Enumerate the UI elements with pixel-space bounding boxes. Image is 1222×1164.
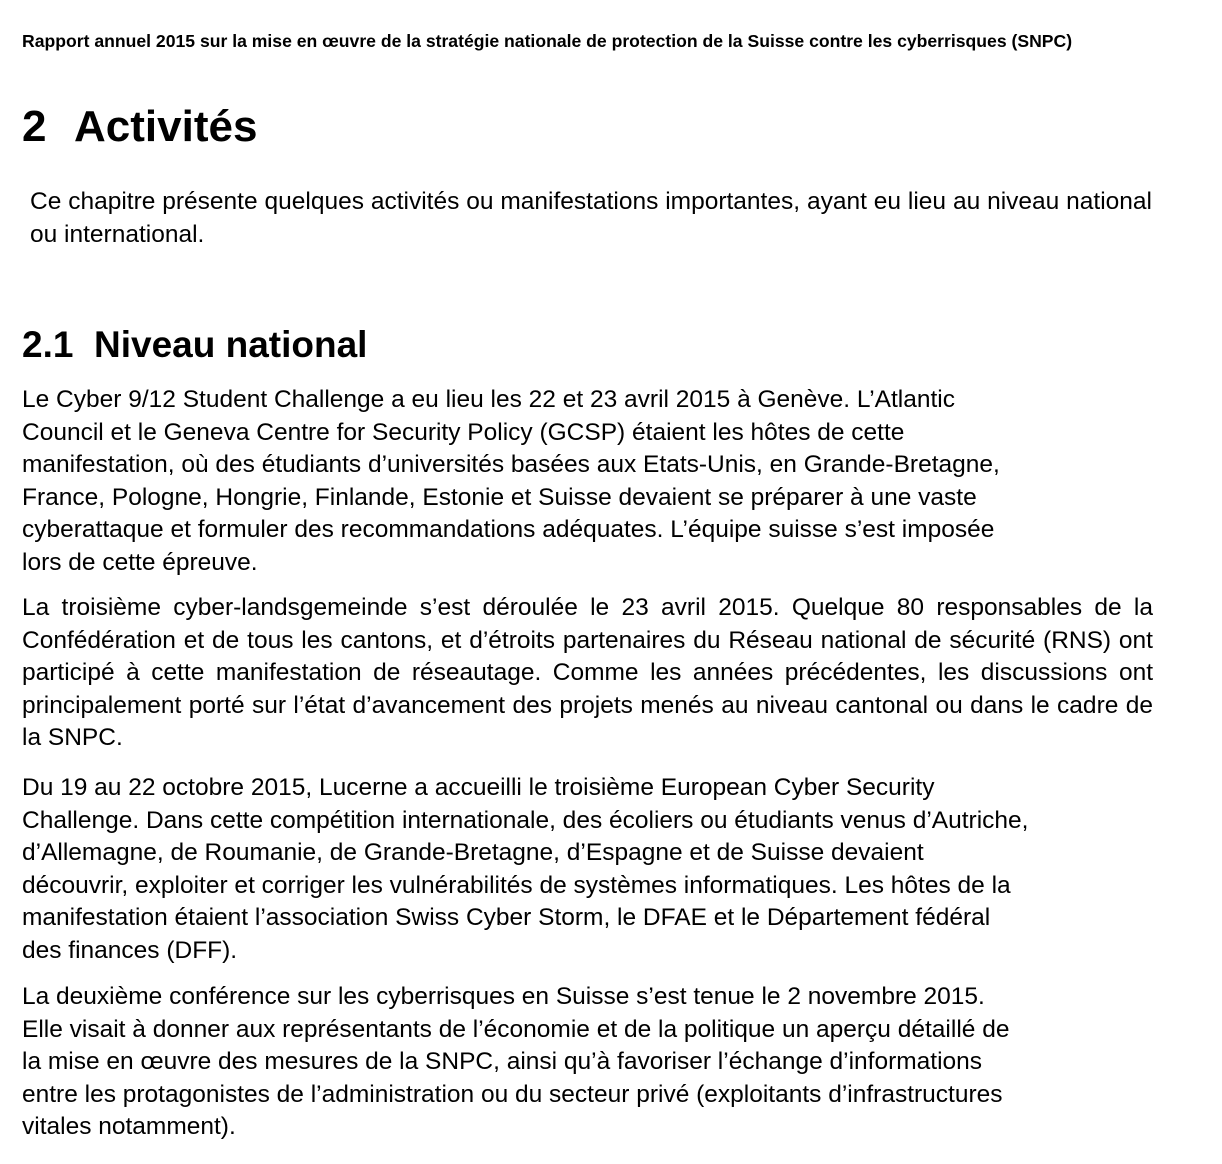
paragraph-european-cyber-security-challenge <box>22 772 1153 967</box>
chapter-title: Activités <box>74 102 258 151</box>
chapter-heading <box>22 98 257 156</box>
paragraph-line: Challenge. Dans cette compétition internationale, des écoliers ou étudiants venus d’Autriche, <box>22 806 1029 834</box>
paragraph-line: Elle visait à donner aux représentants de l’économie et de la politique un aperçu détaillé de <box>22 1015 1010 1043</box>
paragraph-line: manifestation, où des étudiants d’universités basées aux Etats-Unis, en Grande-Bretagne, <box>22 451 1000 478</box>
paragraph-line: manifestation étaient l’association Swiss Cyber Storm, le DFAE et le Département fédéral <box>22 904 991 931</box>
section-heading <box>22 320 367 370</box>
paragraph-line: des finances (DFF). <box>22 936 238 964</box>
paragraph-line: entre les protagonistes de l’administration ou du secteur privé (exploitants d’infrastructures <box>22 1080 1003 1108</box>
paragraph-line: Du 19 au 22 octobre 2015, Lucerne a accueilli le troisième European Cyber Security <box>22 774 935 801</box>
section-number: 2.1 <box>22 324 74 365</box>
paragraph-line: cyberattaque et formuler des recommandations adéquates. L’équipe suisse s’est imposée <box>22 516 995 543</box>
chapter-intro: Ce chapitre présente quelques activités ou manifestations importantes, ayant eu lieu au niveau national ou international. <box>30 188 1152 248</box>
chapter-number: 2 <box>22 102 47 151</box>
paragraph-cyberrisk-conference <box>22 981 1153 1144</box>
paragraph-line: France, Pologne, Hongrie, Finlande, Estonie et Suisse devaient se préparer à une vaste <box>22 483 977 511</box>
paragraph-cyber-912-challenge <box>22 384 1153 579</box>
paragraph-line: lors de cette épreuve. <box>22 548 258 576</box>
paragraph-line: d’Allemagne, de Roumanie, de Grande-Bretagne, d’Espagne et de Suisse devaient <box>22 839 924 866</box>
paragraph-line: Council et le Geneva Centre for Security Policy (GCSP) étaient les hôtes de cette <box>22 418 905 446</box>
paragraph-line: la mise en œuvre des mesures de la SNPC, ainsi qu’à favoriser l’échange d’informations <box>22 1048 983 1075</box>
paragraph-cyber-landsgemeinde: La troisième cyber-landsgemeinde s’est déroulée le 23 avril 2015. Quelque 80 responsables de la Confédération et de tous les cantons, et d’étroits partenaires du Réseau national de sécurité (RNS) ont participé à cette manifestation de réseautage. Comme les années précédentes, les discussions ont principalement porté sur l’état d’avancement des projets menés au niveau cantonal ou dans le cadre de la SNPC. <box>22 594 1153 751</box>
paragraph-line: découvrir, exploiter et corriger les vulnérabilités de systèmes informatiques. Les hôtes de la <box>22 871 1011 899</box>
paragraph-line: La deuxième conférence sur les cyberrisques en Suisse s’est tenue le 2 novembre 2015. <box>22 983 985 1010</box>
section-title: Niveau national <box>94 324 368 365</box>
running-header: Rapport annuel 2015 sur la mise en œuvre de la stratégie nationale de protection de la Suisse contre les cyberrisques (SNPC) <box>22 31 1073 51</box>
paragraph-line: Le Cyber 9/12 Student Challenge a eu lieu les 22 et 23 avril 2015 à Genève. L’Atlantic <box>22 386 955 413</box>
paragraph-line: vitales notamment). <box>22 1113 236 1140</box>
